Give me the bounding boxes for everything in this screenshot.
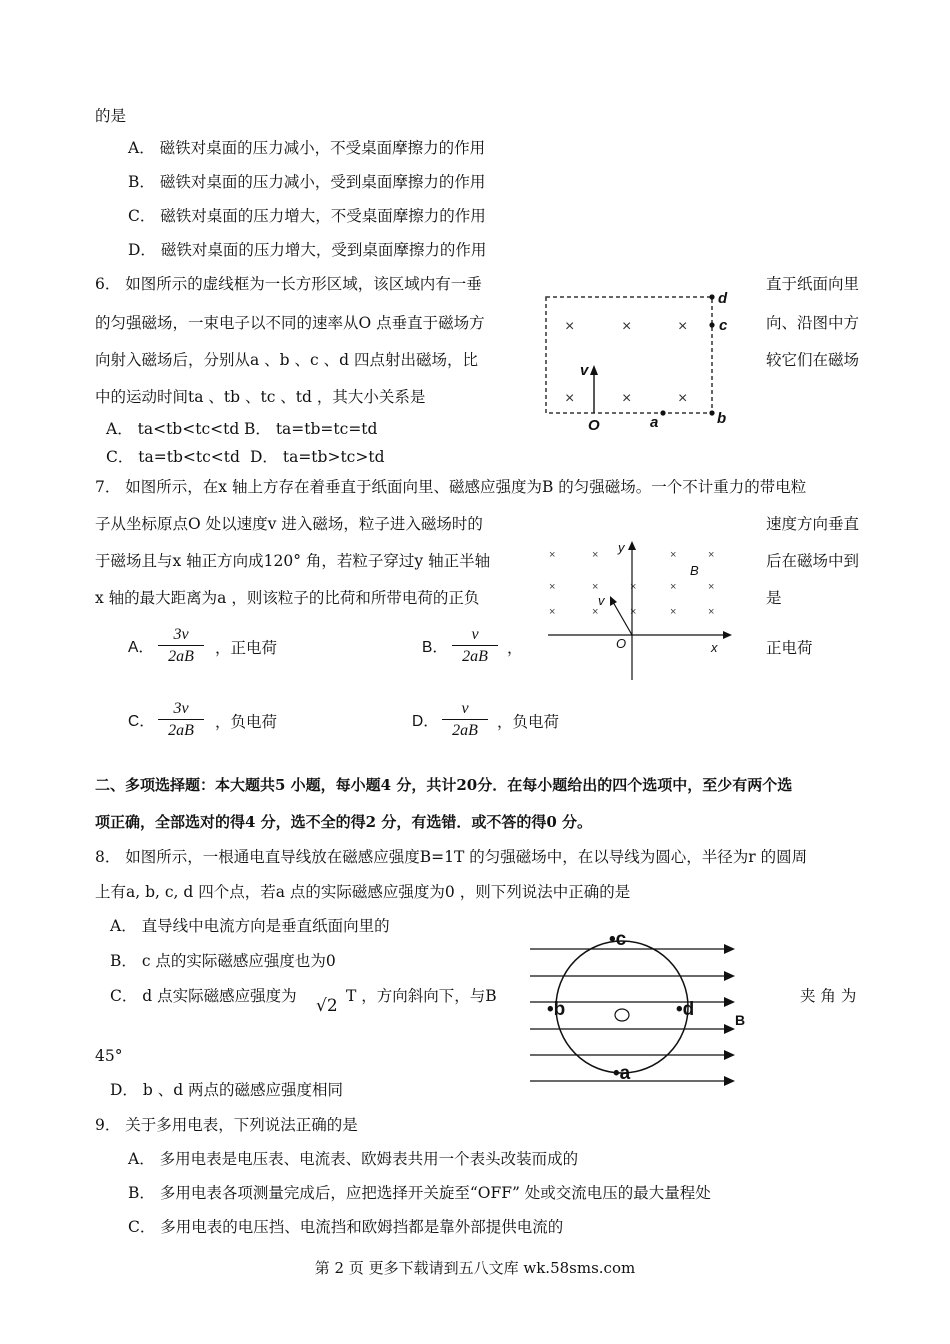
q8-line-2: 上有a, b, c, d 四个点，若a 点的实际磁感应强度为0 ，则下列说法中正确的是 — [95, 883, 631, 901]
y-axis-head — [628, 541, 636, 550]
fraction-denominator: 2aB — [462, 648, 488, 665]
svg-text:×: × — [670, 549, 677, 561]
continued-text: 的是 — [95, 107, 127, 125]
field-cross-mark: × — [678, 390, 688, 407]
q7-option-c-label: C． — [128, 713, 155, 730]
label-y: y — [618, 540, 625, 555]
label-field-b: B — [735, 1012, 746, 1028]
velocity-arrow-head — [590, 365, 598, 375]
q7-line-3-right: 后在磁场中到 — [766, 552, 860, 570]
q9-option-a: A． 多用电表是电压表、电流表、欧姆表共用一个表头改装而成的 — [128, 1150, 579, 1168]
q6-option-d: D． ta=tb>tc>td — [250, 448, 385, 466]
q7-option-a-fraction — [158, 625, 204, 668]
q7-option-b-label: B． — [422, 639, 448, 656]
svg-text:×: × — [670, 581, 677, 593]
label-o: O — [616, 636, 627, 651]
section-2-heading: 二、多项选择题：本大题共5 小题，每小题4 分，共计20分．在每小题给出的四个选项中，至少有两个选 — [95, 776, 793, 794]
svg-text:×: × — [708, 549, 715, 561]
label-b: •b — [547, 999, 566, 1020]
q5-option-d: D． 磁铁对桌面的压力增大，受到桌面摩擦力的作用 — [128, 241, 487, 259]
svg-text:×: × — [708, 581, 715, 593]
label-a: a — [650, 414, 659, 431]
q7-option-b-text: ， — [507, 639, 523, 657]
label-o: O — [588, 417, 600, 434]
q8-option-a: A． 直导线中电流方向是垂直纸面向里的 — [110, 917, 390, 935]
q7-line-4: x 轴的最大距离为a ，则该粒子的比荷和所带电荷的正负 — [95, 589, 480, 607]
q8-option-c-cont: T ，方向斜向下，与B — [346, 987, 497, 1005]
svg-text:×: × — [549, 606, 556, 618]
fraction-numerator: v — [452, 625, 498, 646]
point-d — [709, 294, 714, 299]
q8-option-d: D． b 、d 两点的磁感应强度相同 — [110, 1081, 344, 1099]
fraction-numerator: v — [442, 699, 488, 720]
q6-line-3-right: 较它们在磁场 — [766, 351, 860, 369]
svg-text:×: × — [592, 581, 599, 593]
q8-line-1: 8． 如图所示，一根通电直导线放在磁感应强度B=1T 的匀强磁场中，在以导线为圆心，半径为r 的圆周 — [95, 848, 808, 866]
q8-option-c-tail: 夹 角 为 — [800, 987, 857, 1005]
fraction-denominator: 2aB — [168, 722, 194, 739]
svg-text:×: × — [549, 549, 556, 561]
q7-line-2: 子从坐标原点O 处以速度v 进入磁场，粒子进入磁场时的 — [95, 515, 483, 533]
q6-option-a: A． ta<tb<tc<td — [106, 420, 240, 438]
q7-option-c-text: ，负电荷 — [215, 713, 278, 731]
svg-text:×: × — [592, 549, 599, 561]
q7-option-d-text: ，负电荷 — [497, 713, 560, 731]
q6-line-3: 向射入磁场后，分别从a 、b 、c 、d 四点射出磁场，比 — [95, 351, 478, 369]
q7-option-a-text: ，正电荷 — [215, 639, 278, 657]
q9-option-b: B． 多用电表各项测量完成后，应把选择开关旋至“OFF” 处或交流电压的最大量程处 — [128, 1184, 711, 1202]
field-cross-mark: × — [622, 390, 632, 407]
point-c — [709, 322, 714, 327]
label-d: d — [718, 290, 728, 307]
svg-text:×: × — [630, 606, 637, 618]
svg-text:×: × — [708, 606, 715, 618]
q6-line-4: 中的运动时间ta 、tb 、tc 、td ，其大小关系是 — [95, 388, 426, 406]
label-v: v — [598, 593, 605, 608]
svg-text:×: × — [670, 606, 677, 618]
q8-option-b: B． c 点的实际磁感应强度也为0 — [110, 952, 336, 970]
svg-text:×: × — [630, 581, 637, 593]
q6-figure — [540, 285, 740, 435]
q5-option-c: C． 磁铁对桌面的压力增大，不受桌面摩擦力的作用 — [128, 207, 486, 225]
label-b: b — [717, 410, 727, 427]
label-v: v — [580, 362, 589, 379]
x-axis-head — [723, 631, 732, 639]
svg-text:×: × — [592, 606, 599, 618]
label-x: x — [711, 640, 718, 655]
q5-option-a: A． 磁铁对桌面的压力减小，不受桌面摩擦力的作用 — [128, 139, 486, 157]
label-b-field: B — [690, 563, 699, 578]
sqrt-two: √2 — [316, 996, 338, 1016]
q7-line-4-right: 是 — [766, 589, 782, 607]
section-2-heading-cont: 项正确，全部选对的得4 分，选不全的得2 分，有选错．或不答的得0 分。 — [95, 813, 592, 831]
field-cross-mark: × — [678, 318, 688, 335]
wire-symbol — [615, 1009, 629, 1021]
point-a — [660, 410, 665, 415]
label-d: •d — [676, 999, 695, 1020]
q6-option-b: B． ta=tb=tc=td — [244, 420, 378, 438]
label-c: •c — [609, 929, 627, 950]
circle-path — [556, 941, 688, 1073]
q7-figure — [540, 535, 740, 685]
q7-option-b-fraction — [452, 625, 498, 668]
label-a: •a — [613, 1063, 631, 1084]
q7-option-b-tail: 正电荷 — [766, 639, 813, 657]
q6-line-2: 的匀强磁场，一束电子以不同的速率从O 点垂直于磁场方 — [95, 314, 485, 332]
q8-option-c-angle: 45° — [95, 1047, 123, 1065]
label-c: c — [719, 317, 728, 334]
q7-line-2-right: 速度方向垂直 — [766, 515, 860, 533]
field-cross-mark: × — [622, 318, 632, 335]
point-b — [709, 410, 714, 415]
fraction-numerator: 3v — [158, 625, 204, 646]
field-cross-mark: × — [565, 390, 575, 407]
page-footer: 第 2 页 更多下载请到五八文库 wk.58sms.com — [314, 1259, 636, 1277]
q6-line-1: 6． 如图所示的虚线框为一长方形区域，该区域内有一垂 — [95, 275, 482, 293]
fraction-numerator: 3v — [158, 699, 204, 720]
q9-line-1: 9． 关于多用电表，下列说法正确的是 — [95, 1116, 358, 1134]
q8-option-c: C． d 点实际磁感应强度为 — [110, 987, 297, 1005]
q6-option-c: C． ta=tb<tc<td — [106, 448, 240, 466]
q8-figure — [525, 925, 765, 1090]
q9-option-c: C． 多用电表的电压挡、电流挡和欧姆挡都是靠外部提供电流的 — [128, 1218, 564, 1236]
q5-option-b: B． 磁铁对桌面的压力减小，受到桌面摩擦力的作用 — [128, 173, 486, 191]
q7-line-1: 7． 如图所示，在x 轴上方存在着垂直于纸面向里、磁感应强度为B 的匀强磁场。一个不计重力的带电粒 — [95, 478, 807, 496]
field-cross-mark: × — [565, 318, 575, 335]
q6-line-2-right: 向、沿图中方 — [766, 314, 860, 332]
q7-option-d-fraction — [442, 699, 488, 742]
q6-line-1-right: 直于纸面向里 — [766, 275, 860, 293]
svg-text:×: × — [549, 581, 556, 593]
q7-option-d-label: D． — [412, 713, 439, 730]
velocity-arrow-head — [610, 596, 617, 606]
fraction-denominator: 2aB — [168, 648, 194, 665]
q7-option-a-label: A． — [128, 639, 154, 656]
q7-line-3: 于磁场且与x 轴正方向成120° 角，若粒子穿过y 轴正半轴 — [95, 552, 491, 570]
q7-option-c-fraction — [158, 699, 204, 742]
fraction-denominator: 2aB — [452, 722, 478, 739]
